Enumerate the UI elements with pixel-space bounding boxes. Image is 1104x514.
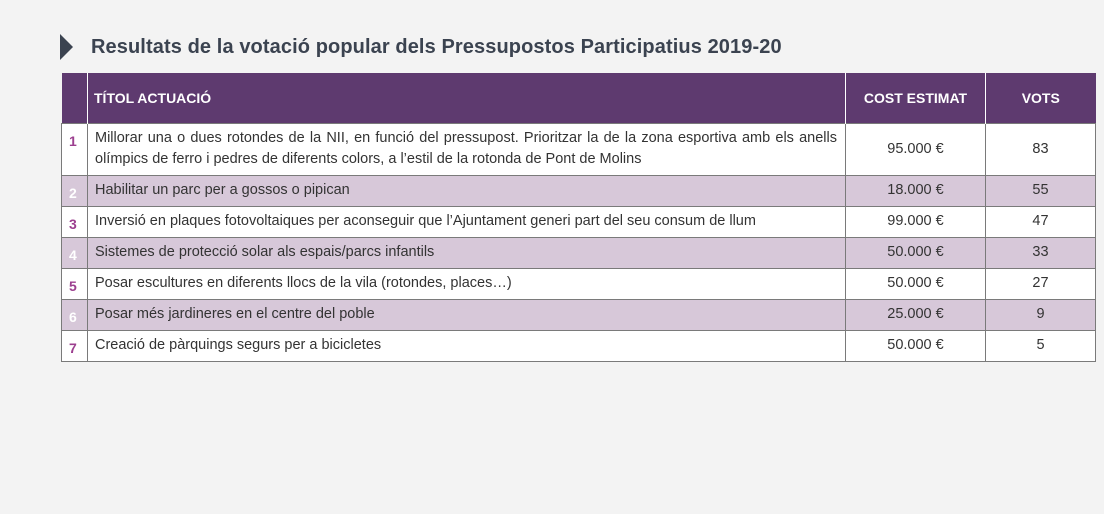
row-title: Inversió en plaques fotovoltaiques per aconseguir que l’Ajuntament generi part del seu consum de llum	[88, 207, 846, 238]
results-table	[61, 73, 1096, 362]
page-title: Resultats de la votació popular dels Pressupostos Participatius 2019-20	[91, 35, 782, 58]
row-number: 3	[62, 207, 88, 238]
table-row	[62, 207, 1096, 238]
row-title: Millorar una o dues rotondes de la NII, en funció del pressupost. Prioritzar la de la zona esportiva amb els anells olímpics de ferro i pedres de diferents colors, a l’estil de la rotonda de Pont de Molins	[88, 124, 846, 176]
table-row	[62, 124, 1096, 176]
row-title: Sistemes de protecció solar als espais/parcs infantils	[88, 238, 846, 269]
table-row	[62, 331, 1096, 362]
table-row	[62, 300, 1096, 331]
play-arrow-icon	[60, 34, 73, 60]
row-title: Habilitar un parc per a gossos o pipican	[88, 176, 846, 207]
row-number: 1	[62, 124, 88, 176]
header-number	[62, 73, 88, 124]
table-row	[62, 238, 1096, 269]
row-number: 6	[62, 300, 88, 331]
row-number: 7	[62, 331, 88, 362]
row-votes: 9	[986, 300, 1096, 331]
header-cost: COST ESTIMAT	[846, 73, 986, 124]
row-cost: 50.000 €	[846, 269, 986, 300]
row-cost: 95.000 €	[846, 124, 986, 176]
row-number: 4	[62, 238, 88, 269]
row-title: Creació de pàrquings segurs per a bicicletes	[88, 331, 846, 362]
row-cost: 25.000 €	[846, 300, 986, 331]
row-votes: 47	[986, 207, 1096, 238]
row-cost: 99.000 €	[846, 207, 986, 238]
row-votes: 83	[986, 124, 1096, 176]
row-cost: 50.000 €	[846, 238, 986, 269]
page-header	[60, 30, 782, 64]
row-cost: 18.000 €	[846, 176, 986, 207]
row-number: 5	[62, 269, 88, 300]
row-votes: 5	[986, 331, 1096, 362]
row-title: Posar escultures en diferents llocs de la vila (rotondes, places…)	[88, 269, 846, 300]
table-header	[62, 73, 1096, 124]
table-row	[62, 176, 1096, 207]
row-cost: 50.000 €	[846, 331, 986, 362]
row-votes: 33	[986, 238, 1096, 269]
table-row	[62, 269, 1096, 300]
header-title: TÍTOL ACTUACIÓ	[88, 73, 846, 124]
header-votes: VOTS	[986, 73, 1096, 124]
row-votes: 27	[986, 269, 1096, 300]
row-number: 2	[62, 176, 88, 207]
row-title: Posar més jardineres en el centre del poble	[88, 300, 846, 331]
row-votes: 55	[986, 176, 1096, 207]
